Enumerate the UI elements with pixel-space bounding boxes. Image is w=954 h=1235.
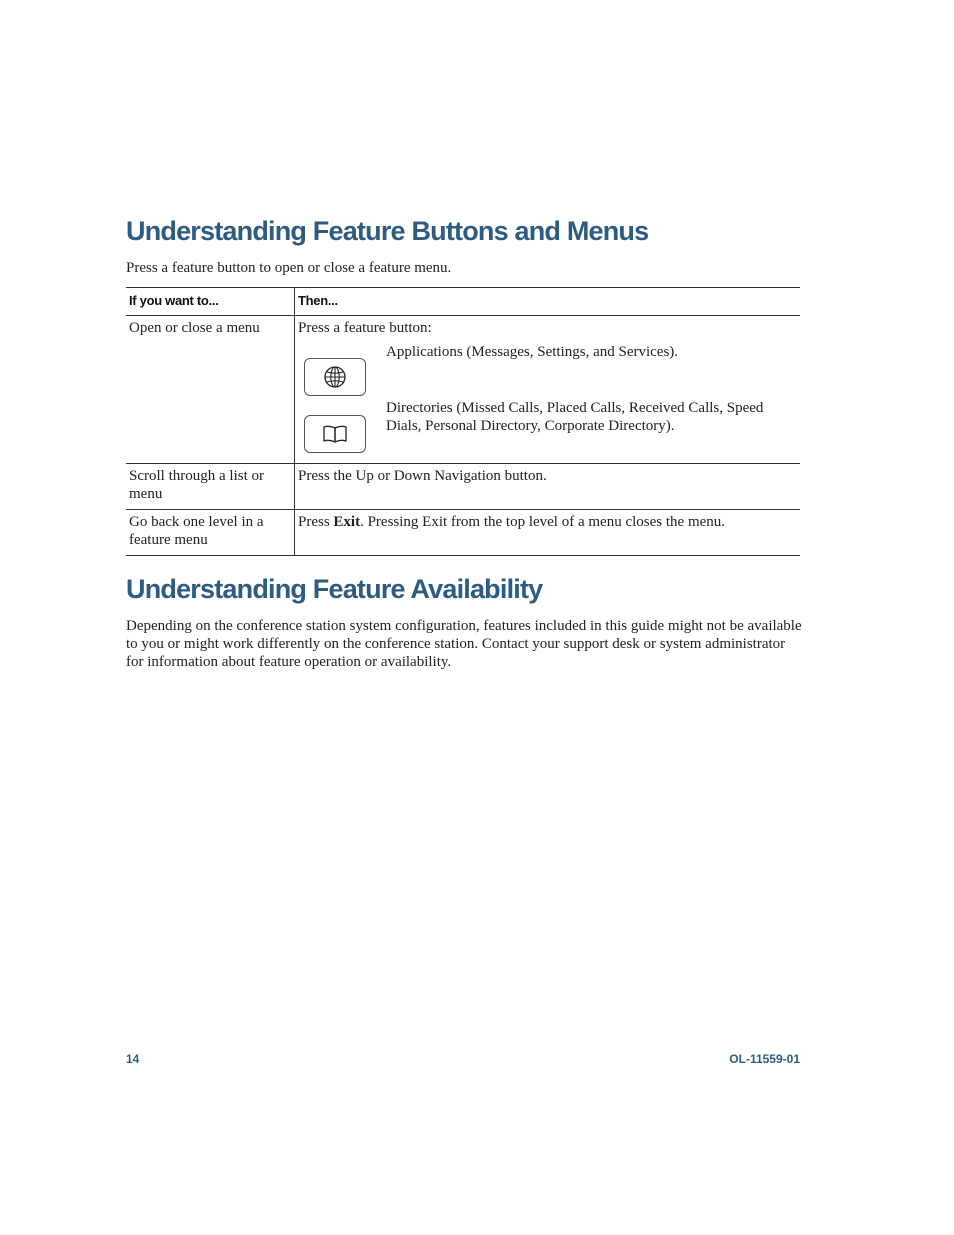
row-action: Scroll through a list or menu	[126, 464, 295, 510]
page-number: 14	[126, 1052, 140, 1066]
applications-button	[304, 358, 366, 396]
row-action: Open or close a menu	[126, 316, 295, 464]
table-row	[126, 316, 800, 464]
applications-description: Applications (Messages, Settings, and Services).	[386, 344, 679, 360]
directories-button	[304, 415, 366, 453]
availability-paragraph: Depending on the conference station system configuration, features included in this guide might not be available to you or might work differently on the conference station. Contact your support desk or system administrator for information about feature operation or availability.	[126, 618, 802, 670]
table-row	[126, 464, 800, 510]
feature-table	[126, 287, 800, 556]
table-row	[126, 510, 800, 556]
header-then: Then...	[298, 293, 338, 308]
row-action: Go back one level in a feature menu	[126, 510, 295, 556]
table-header-row	[126, 288, 800, 316]
section-title-feature-availability: Understanding Feature Availability	[126, 574, 543, 604]
result-prefix: Press	[298, 514, 334, 530]
document-id: OL-11559-01	[729, 1052, 800, 1066]
row-result: Press the Up or Down Navigation button.	[298, 468, 547, 484]
section-intro: Press a feature button to open or close a feature menu.	[126, 260, 452, 276]
globe-icon	[323, 365, 347, 389]
directories-description: Directories (Missed Calls, Placed Calls, Received Calls, Speed Dials, Personal Directory, Corporate Directory).	[386, 400, 764, 434]
section-title-feature-buttons: Understanding Feature Buttons and Menus	[126, 216, 649, 246]
book-icon	[322, 424, 348, 444]
header-if-you-want-to: If you want to...	[126, 288, 295, 316]
exit-keyword: Exit	[333, 514, 361, 530]
result-suffix: . Pressing Exit from the top level of a menu closes the menu.	[360, 514, 726, 530]
feature-button-lead: Press a feature button:	[298, 320, 432, 336]
row-result	[295, 316, 801, 464]
row-result	[295, 510, 801, 556]
feature-buttons-group	[298, 319, 797, 445]
